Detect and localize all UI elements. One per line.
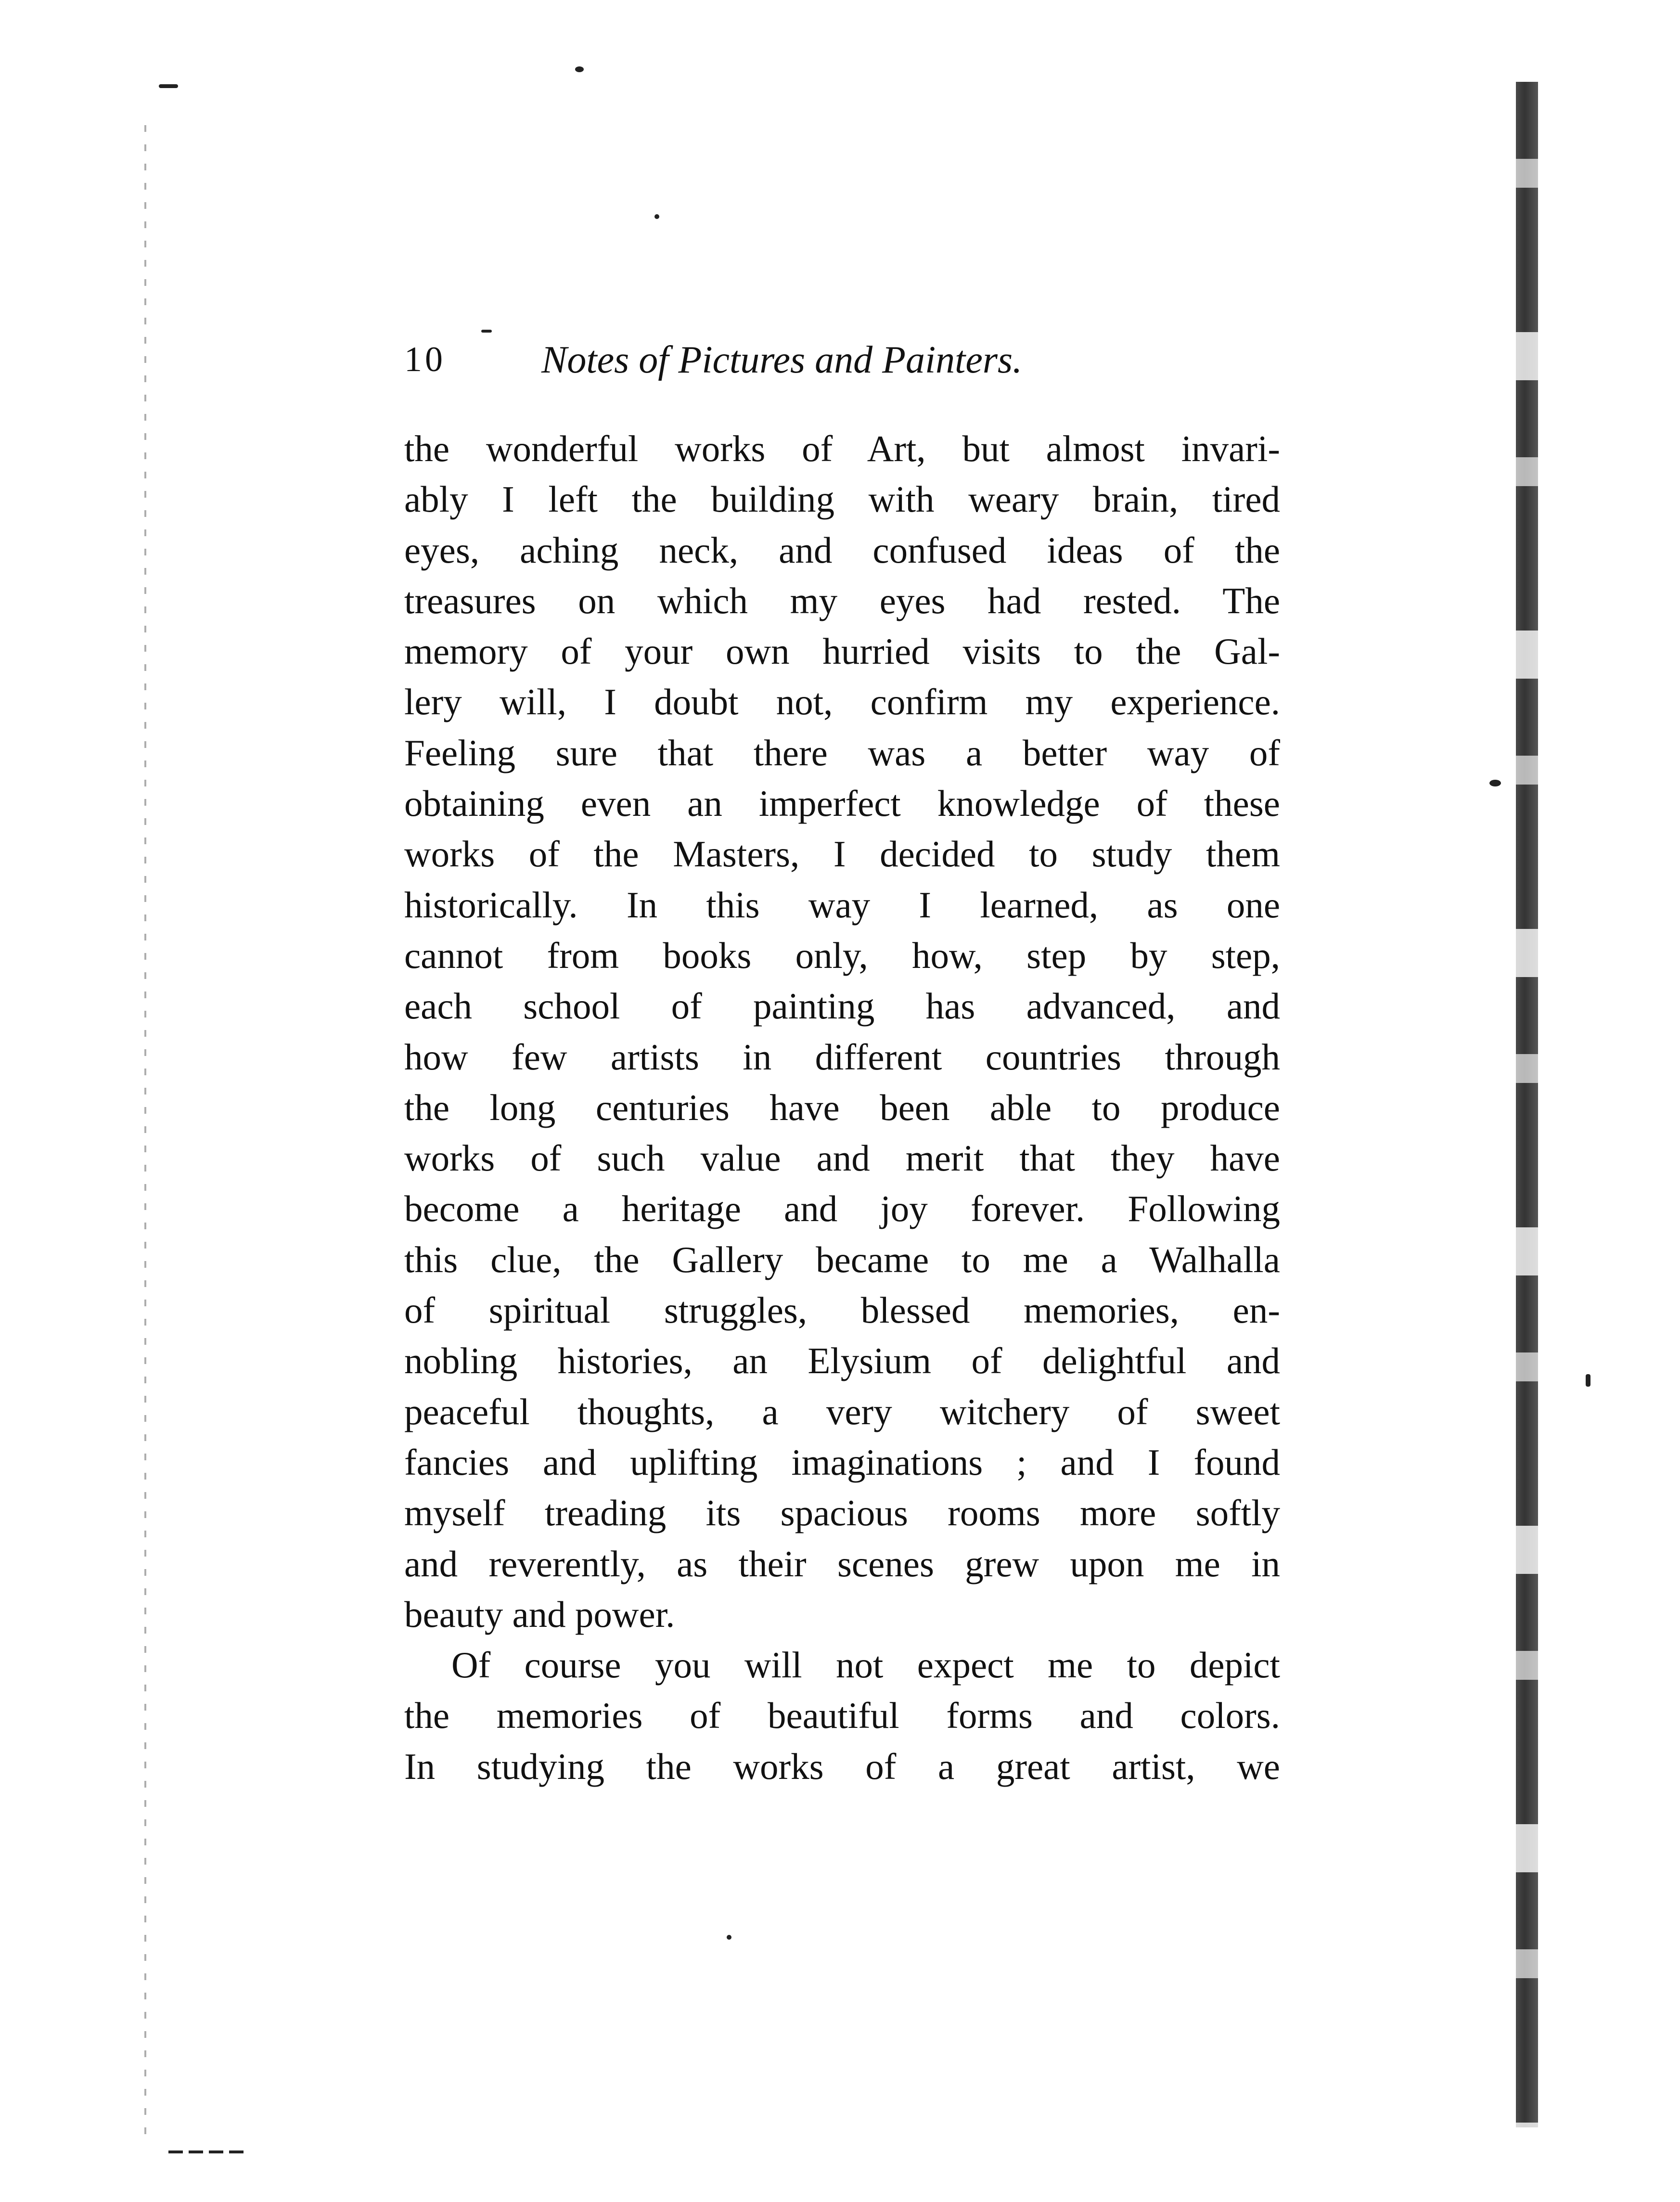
body-text: [404, 424, 1280, 1792]
text-line: treasures on which my eyes had rested. The: [404, 579, 1280, 621]
text-line: this clue, the Gallery became to me a Walhalla: [404, 1238, 1280, 1280]
text-line: become a heritage and joy forever. Following: [404, 1188, 1280, 1230]
text-line: obtaining even an imperfect knowledge of these: [404, 783, 1280, 824]
running-head: [404, 335, 1285, 392]
text-line: myself treading its spacious rooms more softly: [404, 1492, 1280, 1534]
scan-gutter-line: [144, 125, 146, 2147]
scan-speck: [1586, 1374, 1590, 1387]
text-line: cannot from books only, how, step by step,: [404, 934, 1280, 976]
text-line: works of such value and merit that they have: [404, 1137, 1280, 1179]
text-line: the long centuries have been able to produce: [404, 1086, 1280, 1128]
text-line: peaceful thoughts, a very witchery of sweet: [404, 1391, 1280, 1432]
text-line: Feeling sure that there was a better way of: [404, 732, 1280, 773]
text-line: ably I left the building with weary brain, tired: [404, 478, 1280, 520]
paragraph-end-line: beauty and power.: [404, 1593, 675, 1635]
text-line: how few artists in different countries through: [404, 1036, 1280, 1078]
text-line: eyes, aching neck, and confused ideas of the: [404, 529, 1280, 571]
text-line: the wonderful works of Art, but almost invari-: [404, 428, 1280, 469]
scan-edge-shadow: [1516, 82, 1538, 2127]
text-line: works of the Masters, I decided to study them: [404, 833, 1280, 875]
scan-bottom-mark: [168, 2150, 245, 2153]
scan-speck: [159, 84, 178, 88]
text-line: fancies and uplifting imaginations ; and I found: [404, 1441, 1280, 1483]
text-line: and reverently, as their scenes grew upon me in: [404, 1543, 1280, 1584]
text-line: historically. In this way I learned, as one: [404, 884, 1280, 926]
text-line: each school of painting has advanced, and: [404, 985, 1280, 1027]
text-line: nobling histories, an Elysium of delightful and: [404, 1340, 1280, 1382]
paragraph-start-line: Of course you will not expect me to depict: [451, 1644, 1280, 1686]
text-line: memory of your own hurried visits to the Gal-: [404, 631, 1280, 672]
text-line: the memories of beautiful forms and colors.: [404, 1695, 1280, 1737]
scan-speck: [481, 330, 492, 333]
text-line: of spiritual struggles, blessed memories, en-: [404, 1289, 1280, 1331]
scan-speck: [1489, 780, 1501, 786]
running-title: Notes of Pictures and Painters.: [541, 339, 1023, 381]
text-line: lery will, I doubt not, confirm my experience.: [404, 681, 1280, 723]
scan-speck: [575, 66, 584, 72]
scan-speck: [654, 214, 659, 219]
page-number: 10: [404, 340, 446, 379]
scan-speck: [727, 1935, 731, 1940]
text-line: In studying the works of a great artist, we: [404, 1745, 1280, 1787]
